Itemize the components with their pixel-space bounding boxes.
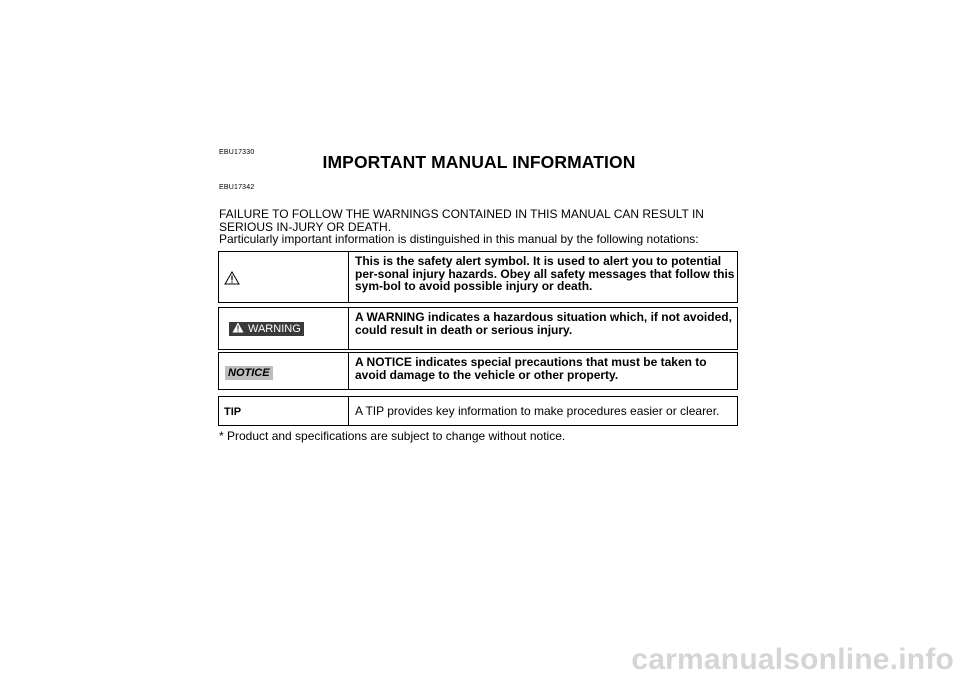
notation-divider xyxy=(348,397,349,425)
notation-description-notice: A NOTICE indicates special precautions that must be taken to avoid damage to the vehicle or other property. xyxy=(355,355,707,382)
notation-row-warning xyxy=(218,307,738,350)
notice-badge: NOTICE xyxy=(225,366,273,380)
watermark: carmanualsonline.info xyxy=(631,643,954,676)
exclamation-triangle-icon xyxy=(232,322,248,336)
safety-alert-triangle-icon xyxy=(224,271,240,290)
notation-row-notice xyxy=(218,352,738,390)
document-code-section: EBU17342 xyxy=(219,184,255,191)
notation-description-safety-alert: This is the safety alert symbol. It is used to alert you to potential per-sonal injury hazards. Obey all safety messages that follow this sym-bol to avoid possible injury or death. xyxy=(355,254,735,294)
notation-row-tip xyxy=(218,396,738,426)
warning-badge-label: WARNING xyxy=(248,323,301,335)
intro-warning-text: FAILURE TO FOLLOW THE WARNINGS CONTAINED IN THIS MANUAL CAN RESULT IN SERIOUS IN-JURY OR DEATH. xyxy=(219,207,704,234)
footnote: * Product and specifications are subject to change without notice. xyxy=(219,429,566,443)
notation-divider xyxy=(348,353,349,389)
notation-description-tip: A TIP provides key information to make procedures easier or clearer. xyxy=(355,404,720,418)
document-code-top: EBU17330 xyxy=(219,149,255,156)
intro-notations-text: Particularly important information is distinguished in this manual by the following notations: xyxy=(219,232,699,247)
intro-block xyxy=(219,208,744,246)
notation-divider xyxy=(348,252,349,302)
page-title: IMPORTANT MANUAL INFORMATION xyxy=(322,152,636,172)
notation-divider xyxy=(348,308,349,349)
warning-badge xyxy=(229,322,304,336)
notation-description-warning: A WARNING indicates a hazardous situation which, if not avoided, could result in death or serious injury. xyxy=(355,310,732,337)
notation-row-safety-alert xyxy=(218,251,738,303)
tip-label: TIP xyxy=(224,406,242,418)
